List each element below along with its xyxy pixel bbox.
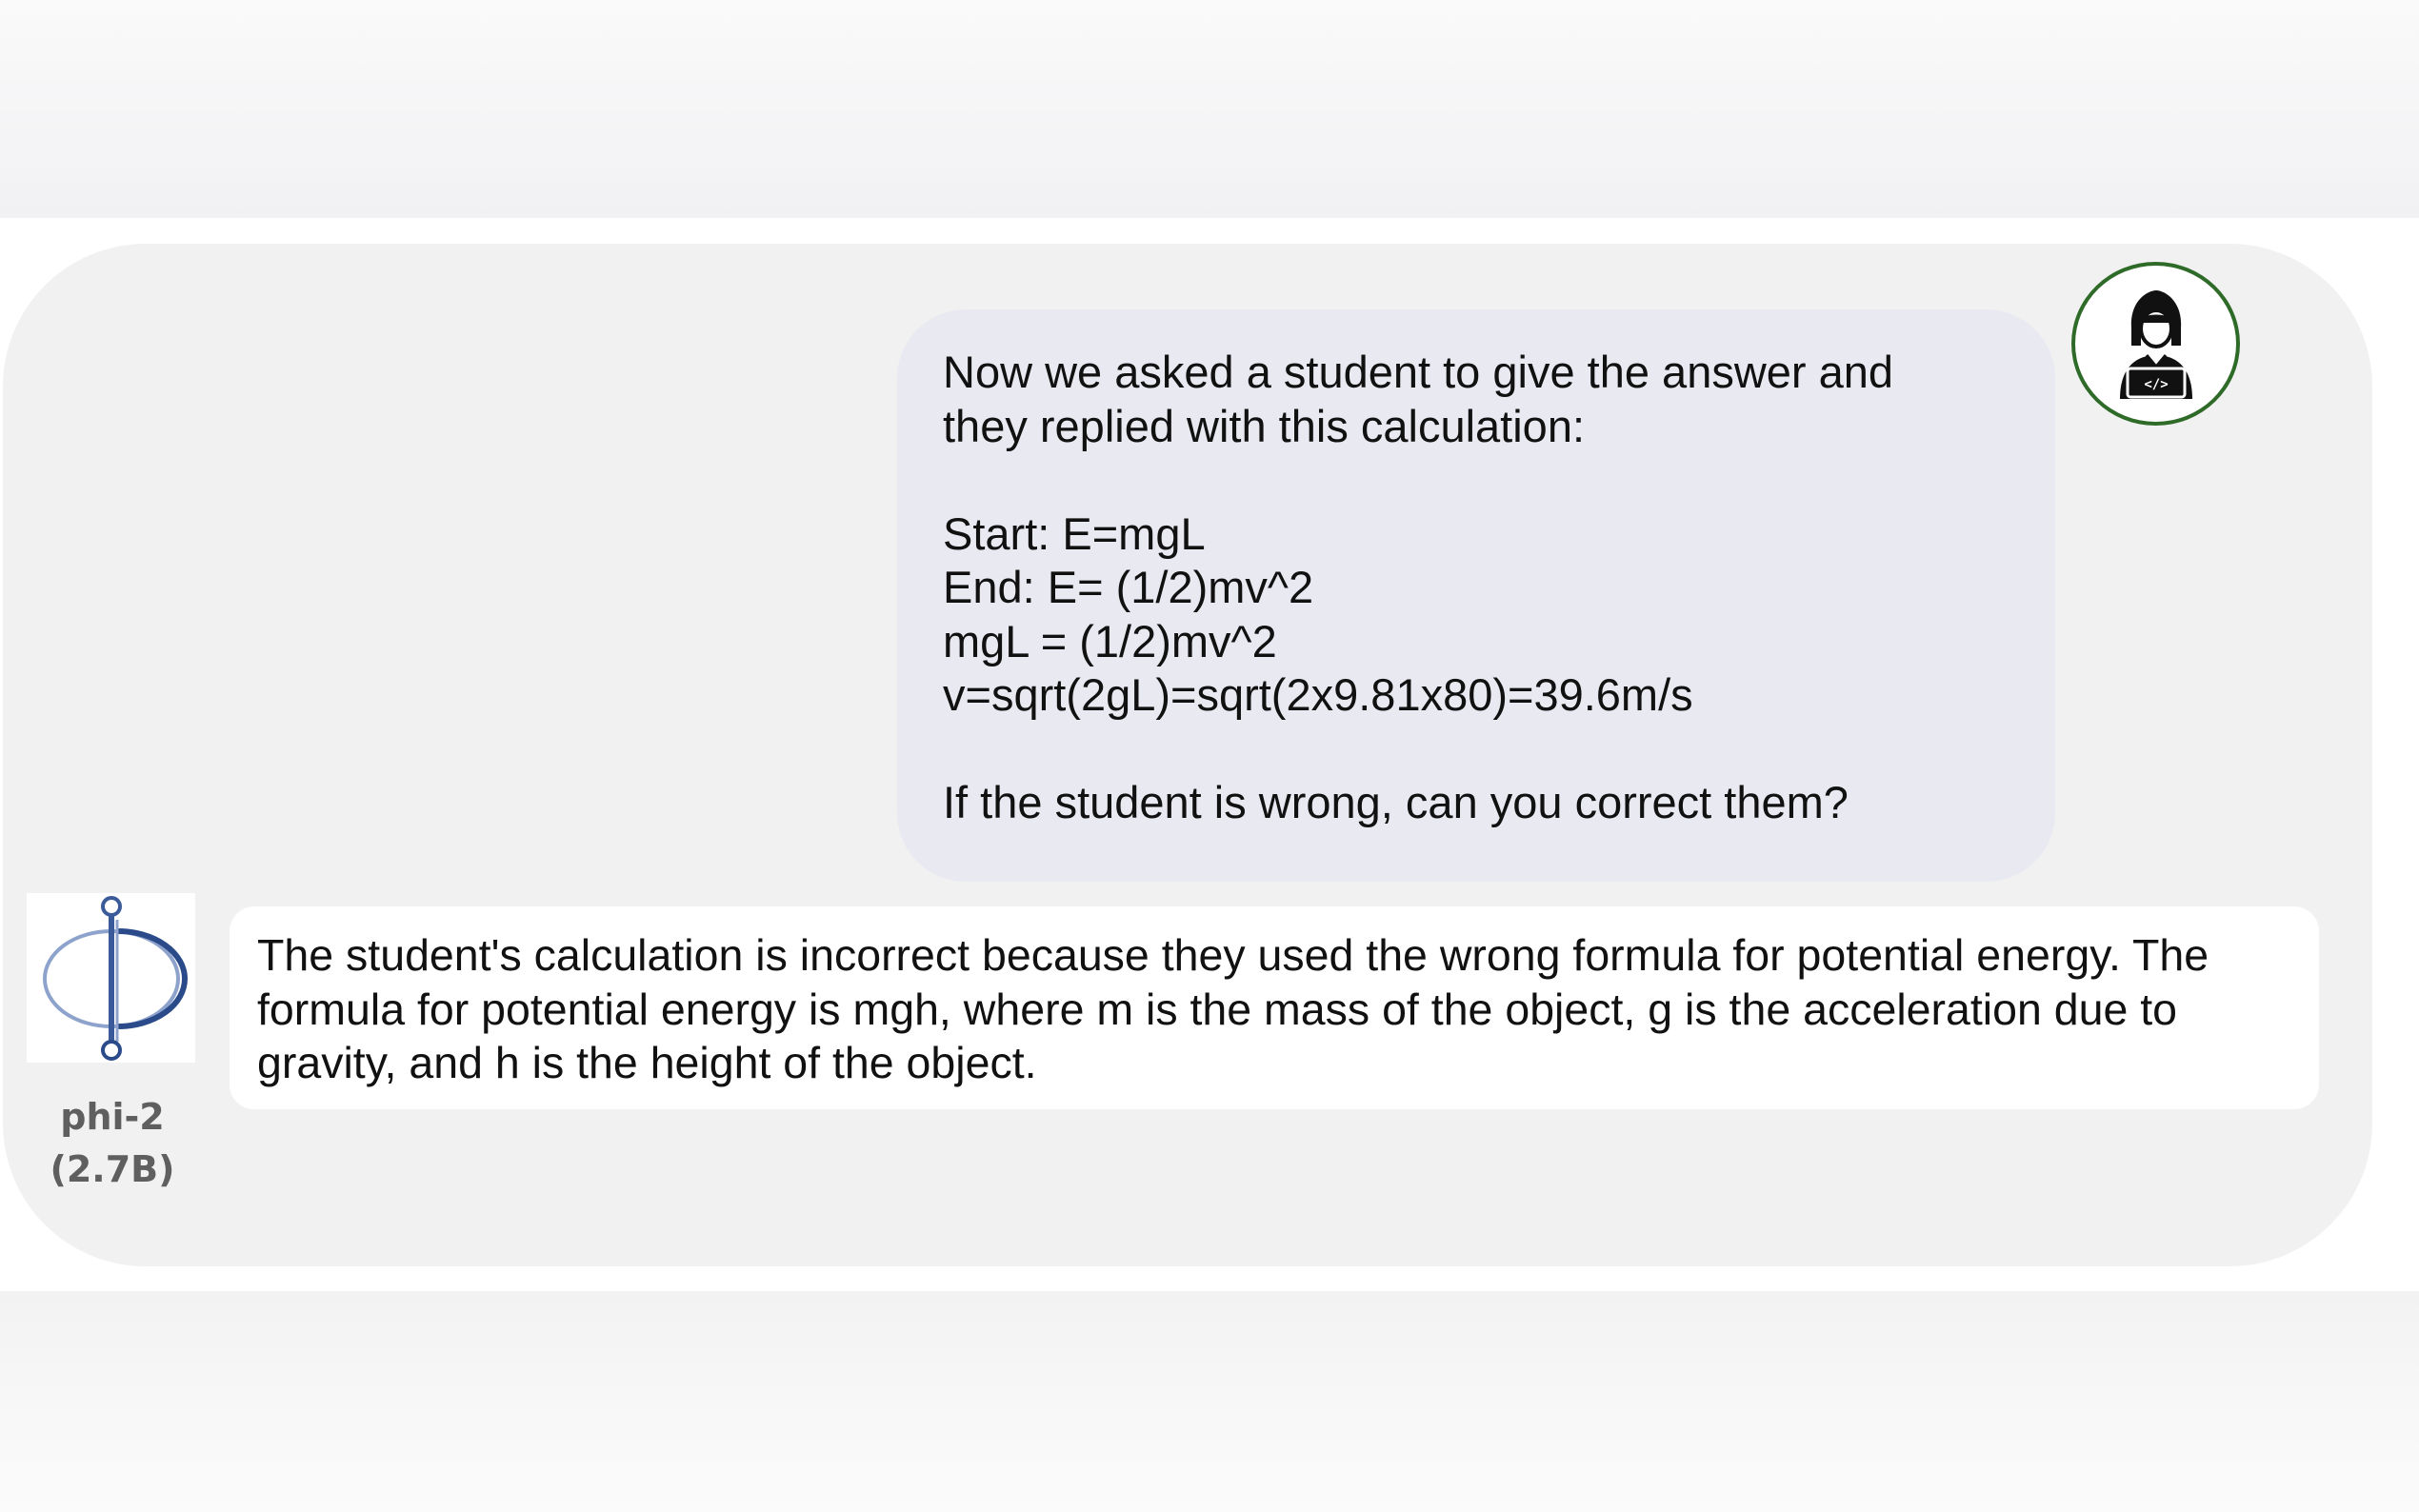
bot-message-text: The student's calculation is incorrect because they used the wrong formula for potential energy. The formula for potential energy is mgh, where m is the mass of the object, g is the acceleration due to gravity, and h is the height of the object. <box>257 930 2209 1087</box>
bottom-background-band <box>0 1291 2419 1512</box>
phi-logo-icon <box>35 893 188 1063</box>
user-avatar <box>2071 262 2240 426</box>
bot-message-bubble <box>230 906 2319 1109</box>
bot-model-size: (2.7B) <box>50 1148 175 1190</box>
user-message-text: Now we asked a student to give the answer and they replied with this calculation: Start: E=mgL End: E= (1/2)mv^2 mgL = (1/2)mv^2 v=sqrt(2gL)=sqrt(2x9.81x80)=39.6m/s If the student is wrong, can you correct them? <box>943 347 1894 827</box>
bot-logo <box>27 893 195 1063</box>
user-message-bubble <box>897 309 2055 882</box>
top-background-band <box>0 0 2419 218</box>
svg-text:</>: </> <box>2143 377 2169 392</box>
bot-model-label <box>17 1091 208 1196</box>
programmer-avatar-icon <box>2103 287 2209 401</box>
bot-model-name: phi-2 <box>60 1096 165 1138</box>
